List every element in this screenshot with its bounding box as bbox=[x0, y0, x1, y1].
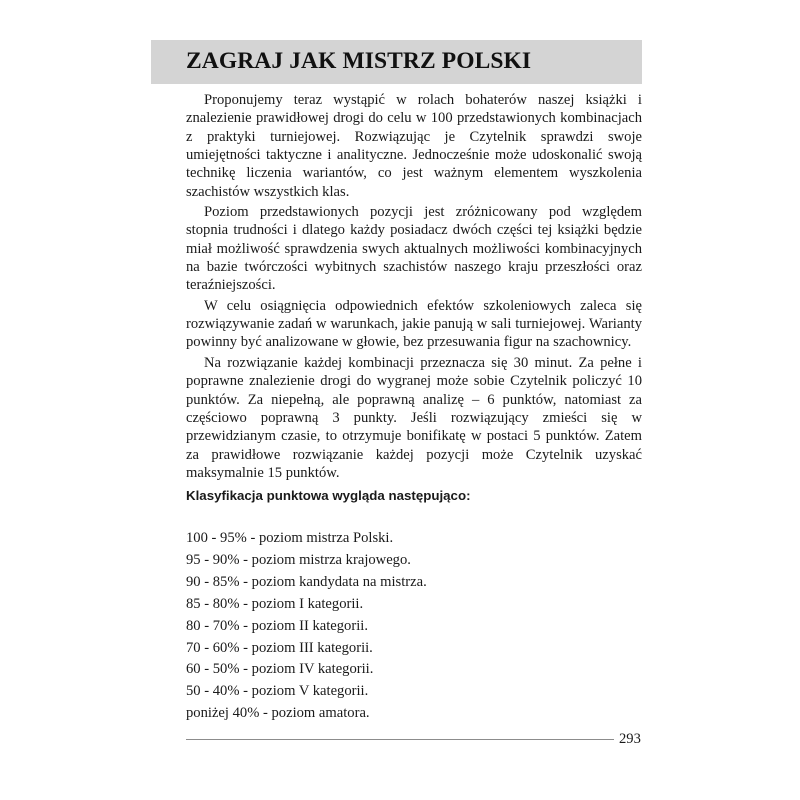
classification-item: 100 - 95% - poziom mistrza Polski. bbox=[186, 530, 394, 546]
page-number: 293 bbox=[619, 731, 641, 747]
paragraph-difficulty: Poziom przedstawionych pozycji jest zróżnicowany pod względem stopnia trudności i dlatego każdy posiadacz dwóch części tej książki będzie miał możliwość sprawdzenia swych aktualnych możliwości kombinacyjnych na bazie twórczości wybitnych szachistów naszego kraju przeszłości oraz teraźniejszości. bbox=[186, 204, 642, 294]
paragraph-scoring: Na rozwiązanie każdej kombinacji przeznacza się 30 minut. Za pełne i poprawne znalezienie drogi do wygranej może sobie Czytelnik policzyć 10 punktów. Za niepełną, ale poprawną analizę – 6 punktów, natomiast za częściowo poprawną 3 punkty. Jeśli rozwiązujący zmieści się w przewidzianym czasie, to otrzymuje bonifikatę w postaci 5 punktów. Zatem za prawidłowe rozwiązanie każdej pozycji może Czytelnik uzyskać maksymalnie 15 punktów. bbox=[186, 354, 642, 481]
classification-item: 80 - 70% - poziom II kategorii. bbox=[186, 617, 368, 634]
chapter-title: ZAGRAJ JAK MISTRZ POLSKI bbox=[186, 48, 532, 74]
body-text bbox=[186, 91, 642, 484]
classification-item: 50 - 40% - poziom V kategorii. bbox=[186, 683, 369, 700]
classification-item: 85 - 80% - poziom I kategorii. bbox=[186, 595, 364, 612]
footer-divider bbox=[186, 739, 614, 740]
classification-item: 60 - 50% - poziom IV kategorii. bbox=[186, 661, 374, 678]
classification-item: 90 - 85% - poziom kandydata na mistrza. bbox=[186, 573, 427, 590]
paragraph-conditions: W celu osiągnięcia odpowiednich efektów szkoleniowych zaleca się rozwiązywanie zadań w warunkach, jakie panują w sali turniejowej. Warianty powinny być analizowane w głowie, bez przesuwania figur na szachownicy. bbox=[186, 297, 642, 351]
classification-heading: Klasyfikacja punktowa wygląda następująco: bbox=[186, 488, 471, 503]
classification-item: 95 - 90% - poziom mistrza krajowego. bbox=[186, 551, 411, 568]
classification-item: poniżej 40% - poziom amatora. bbox=[186, 705, 370, 722]
paragraph-intro: Proponujemy teraz wystąpić w rolach bohaterów naszej książki i znalezienie prawidłowej drogi do celu w 100 przedstawionych kombinacjach z praktyki turniejowej. Rozwiązując je Czytelnik sprawdzi swoje umiejętności taktyczne i analityczne. Jednocześnie może udoskonalić swoją technikę liczenia wariantów, co jest ważnym elementem wyszkolenia szachistów wszystkich klas. bbox=[186, 92, 642, 200]
classification-list bbox=[186, 528, 427, 725]
classification-item: 70 - 60% - poziom III kategorii. bbox=[186, 639, 373, 656]
